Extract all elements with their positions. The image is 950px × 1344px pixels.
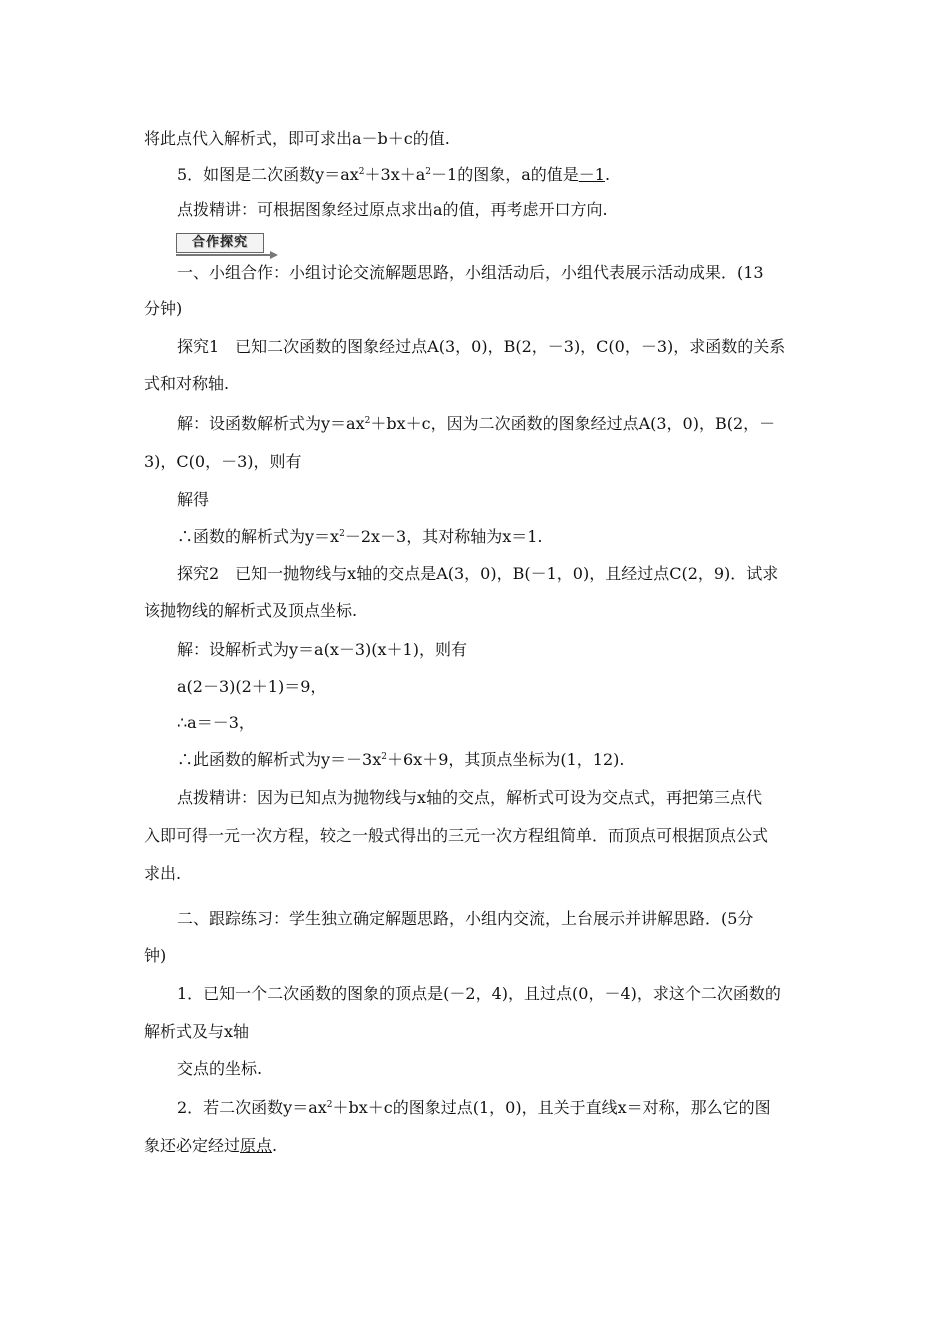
superscript: 2 xyxy=(381,752,387,762)
superscript: 2 xyxy=(358,167,365,177)
result-1-line xyxy=(177,527,543,547)
text-line: 钟) xyxy=(144,946,167,965)
text-span: ＋6x＋9，其顶点坐标为(1，12). xyxy=(386,750,625,769)
hint-line: 点拨精讲：可根据图象经过原点求出a的值，再考虑开口方向. xyxy=(177,200,608,219)
section-badge-rule xyxy=(176,254,272,256)
text-line: 解得 xyxy=(177,490,210,509)
solution-2-line: 解：设解析式为y＝a(x－3)(x＋1)，则有 xyxy=(177,640,467,659)
solution-1-line xyxy=(177,414,775,434)
superscript: 2 xyxy=(326,1100,333,1110)
text-line: a(2－3)(2＋1)＝9， xyxy=(177,677,327,696)
explore-2-line: 探究2 已知一抛物线与x轴的交点是A(3，0)，B(－1，0)，且经过点C(2，9)．试求 xyxy=(177,564,779,583)
explore-1-line: 探究1 已知二次函数的图象经过点A(3，0)，B(2，－3)，C(0，－3)，求函数的关系 xyxy=(177,337,786,356)
superscript: 2 xyxy=(425,167,432,177)
text-span: ＋3x＋a xyxy=(364,165,426,184)
text-span: －1的图象，a的值是 xyxy=(431,165,579,184)
exercise-2-line xyxy=(177,1098,771,1118)
text-line: 解析式及与x轴 xyxy=(144,1022,250,1041)
question-5 xyxy=(177,165,610,185)
arrow-icon xyxy=(270,251,278,259)
result-2-line xyxy=(177,750,624,770)
text-span: 2．若二次函数y＝ax xyxy=(177,1098,327,1117)
text-span: . xyxy=(272,1136,278,1155)
superscript: 2 xyxy=(364,416,371,426)
text-line: 3)，C(0，－3)，则有 xyxy=(144,452,302,471)
text-line-1: 将此点代入解析式，即可求出a－b＋c的值. xyxy=(144,129,450,148)
text-span: ∴此函数的解析式为y＝－3x xyxy=(177,750,382,769)
text-span: ∴函数的解析式为y＝x xyxy=(177,527,340,546)
text-line: 该抛物线的解析式及顶点坐标. xyxy=(144,601,358,620)
hint-line: 点拨精讲：因为已知点为抛物线与x轴的交点，解析式可设为交点式，再把第三点代 xyxy=(177,788,763,807)
text-span: ＋bx＋c，因为二次函数的图象经过点A(3，0)，B(2，－ xyxy=(370,414,776,433)
answer-underlined: －1 xyxy=(578,165,605,184)
text-line: 求出. xyxy=(144,864,182,883)
text-line: ∴a＝－3， xyxy=(177,713,255,732)
text-line: 入即可得一元一次方程，较之一般式得出的三元一次方程组简单．而顶点可根据顶点公式 xyxy=(144,826,769,845)
text-span: ＋bx＋c的图象过点(1，0)，且关于直线x＝对称，那么它的图 xyxy=(332,1098,771,1117)
tracking-practice-line: 二、跟踪练习：学生独立确定解题思路，小组内交流，上台展示并讲解思路．(5分 xyxy=(177,909,754,928)
exercise-2-answer-line xyxy=(144,1136,277,1156)
text-line: 交点的坐标. xyxy=(177,1059,263,1078)
superscript: 2 xyxy=(339,529,345,539)
text-line: 式和对称轴. xyxy=(144,374,230,393)
text-line: 分钟) xyxy=(144,299,183,318)
text-span: 解：设函数解析式为y＝ax xyxy=(177,414,365,433)
text-span: . xyxy=(604,165,611,184)
section-badge-label: 合作探究 xyxy=(176,233,264,253)
group-cooperation-line: 一、小组合作：小组讨论交流解题思路，小组活动后，小组代表展示活动成果．(13 xyxy=(177,263,764,282)
text-span: 5．如图是二次函数y＝ax xyxy=(177,165,359,184)
exercise-1-line: 1．已知一个二次函数的图象的顶点是(－2，4)，且过点(0，－4)，求这个二次函数的 xyxy=(177,984,781,1003)
section-badge xyxy=(176,233,280,255)
answer-underlined: 原点 xyxy=(240,1136,273,1155)
text-span: －2x－3，其对称轴为x＝1. xyxy=(344,527,543,546)
text-span: 象还必定经过 xyxy=(144,1136,241,1155)
